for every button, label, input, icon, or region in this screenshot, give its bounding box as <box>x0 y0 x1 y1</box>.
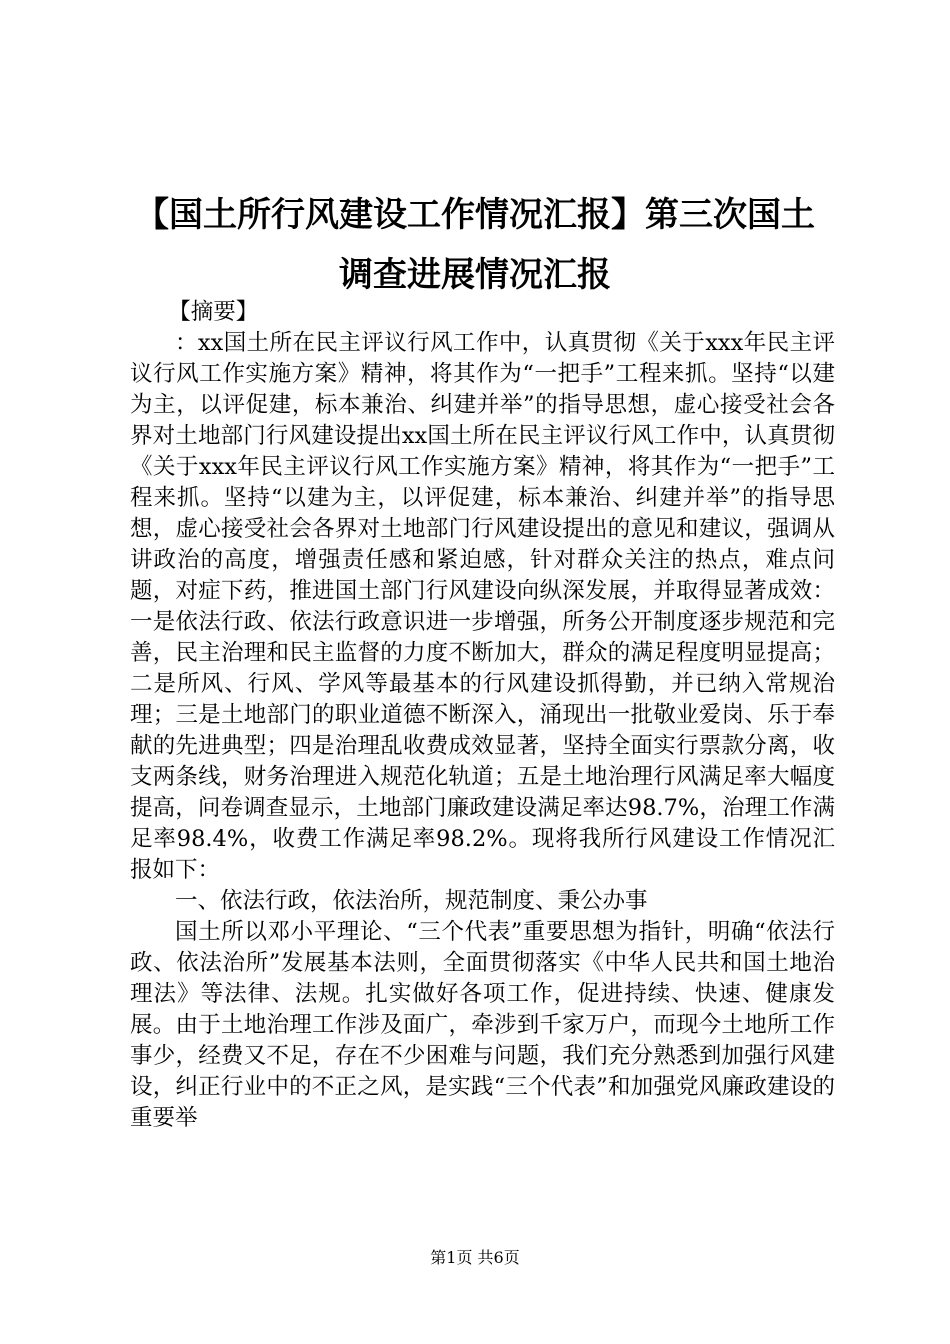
body-paragraph: 国土所以邓小平理论、“三个代表”重要思想为指针，明确“依法行政、依法治所”发展基本法则，全面贯彻落实《中华人民共和国土地治理法》等法律、法规。扎实做好各项工作，促进持续、快速、健康发展。由于土地治理工作涉及面广，牵涉到千家万户，而现今土地所工作事少，经费又不足，存在不少困难与问题，我们充分熟悉到加强行风建设，纠正行业中的不正之风，是实践“三个代表”和加强党风廉政建设的重要举 <box>130 919 835 1131</box>
document-title-line-2: 调查进展情况汇报 <box>339 255 611 295</box>
document-title-line-1: 【国土所行风建设工作情况汇报】第三次国土 <box>135 195 815 235</box>
document-title <box>110 185 840 305</box>
section-heading-1: 一、依法行政，依法治所，规范制度、秉公办事 <box>175 888 648 914</box>
abstract-paragraph: ：xx国土所在民主评议行风工作中，认真贯彻《关于xxx年民主评议行风工作实施方案》精神，将其作为“一把手”工程来抓。坚持“以建为主，以评促建，标本兼治、纠建并举”的指导思想，虚心接受社会各界对土地部门行风建设提出xx国土所在民主评议行风工作中，认真贯彻《关于xxx年民主评议行风工作实施方案》精神，将其作为“一把手”工程来抓。坚持“以建为主，以评促建，标本兼治、纠建并举”的指导思想，虚心接受社会各界对土地部门行风建设提出的意见和建议，强调从讲政治的高度，增强责任感和紧迫感，针对群众关注的热点，难点问题，对症下药，推进国土部门行风建设向纵深发展，并取得显著成效：一是依法行政、依法行政意识进一步增强，所务公开制度逐步规范和完善，民主治理和民主监督的力度不断加大，群众的满足程度明显提高；二是所风、行风、学风等最基本的行风建设抓得勤，并已纳入常规治理；三是土地部门的职业道德不断深入，涌现出一批敬业爱岗、乐于奉献的先进典型；四是治理乱收费成效显著，坚持全面实行票款分离，收支两条线，财务治理进入规范化轨道；五是土地治理行风满足率大幅度提高，问卷调查显示，土地部门廉政建设满足率达98.7%，治理工作满足率98.4%，收费工作满足率98.2%。现将我所行风建设工作情况汇报如下： <box>130 330 835 883</box>
page-footer: 第1页 共6页 <box>430 1248 520 1267</box>
abstract-heading: 【摘要】 <box>168 299 259 325</box>
document-body <box>130 297 835 1134</box>
